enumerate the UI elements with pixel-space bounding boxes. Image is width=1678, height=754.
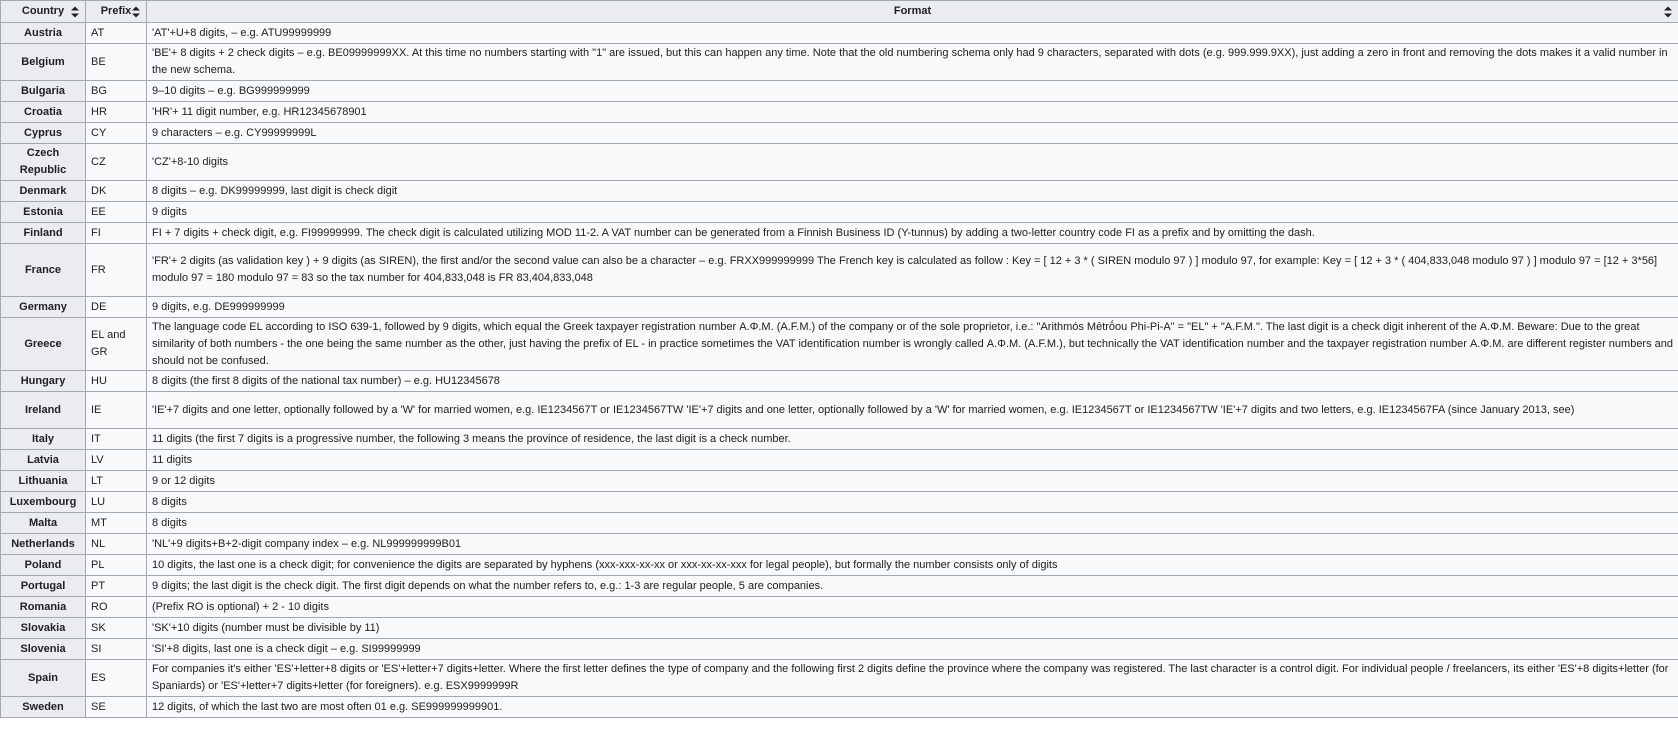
prefix-cell: IE <box>86 392 147 429</box>
column-header-label: Prefix <box>100 5 132 17</box>
country-cell: Hungary <box>1 371 86 392</box>
table-header-row <box>1 1 1678 23</box>
format-cell: 9 digits <box>147 202 1678 223</box>
prefix-cell: BE <box>86 44 147 81</box>
prefix-cell: AT <box>86 23 147 44</box>
format-cell: 11 digits (the first 7 digits is a progressive number, the following 3 means the province of residence, the last digit is a check number. <box>147 429 1678 450</box>
format-cell: 'SK'+10 digits (number must be divisible by 11) <box>147 618 1678 639</box>
country-cell: Spain <box>1 660 86 697</box>
prefix-cell: CZ <box>86 144 147 181</box>
table-row <box>1 223 1678 244</box>
table-row <box>1 81 1678 102</box>
prefix-cell: HU <box>86 371 147 392</box>
country-cell: Finland <box>1 223 86 244</box>
prefix-cell: LT <box>86 471 147 492</box>
column-header-country[interactable] <box>1 1 86 23</box>
format-cell: 9 digits; the last digit is the check digit. The first digit depends on what the number refers to, e.g.: 1-3 are regular people, 5 are companies. <box>147 576 1678 597</box>
format-cell: 8 digits (the first 8 digits of the national tax number) – e.g. HU12345678 <box>147 371 1678 392</box>
format-cell: 'AT'+U+8 digits, – e.g. ATU99999999 <box>147 23 1678 44</box>
country-cell: Luxembourg <box>1 492 86 513</box>
country-cell: Greece <box>1 318 86 371</box>
format-cell: 9 characters – e.g. CY99999999L <box>147 123 1678 144</box>
format-cell: 10 digits, the last one is a check digit; for convenience the digits are separated by hyphens (xxx-xxx-xx-xx or xxx-xx-xx-xxx for legal people), but formally the number consists only of digits <box>147 555 1678 576</box>
table-row <box>1 597 1678 618</box>
table-row <box>1 102 1678 123</box>
country-cell: Slovenia <box>1 639 86 660</box>
sort-icon[interactable] <box>71 6 79 17</box>
table-row <box>1 202 1678 223</box>
prefix-cell: FR <box>86 244 147 297</box>
prefix-cell: IT <box>86 429 147 450</box>
country-cell: Slovakia <box>1 618 86 639</box>
table-row <box>1 23 1678 44</box>
table-row <box>1 371 1678 392</box>
prefix-cell: SK <box>86 618 147 639</box>
country-cell: Austria <box>1 23 86 44</box>
country-cell: Poland <box>1 555 86 576</box>
table-row <box>1 471 1678 492</box>
format-cell: 8 digits <box>147 513 1678 534</box>
prefix-cell: ES <box>86 660 147 697</box>
table-row <box>1 555 1678 576</box>
prefix-cell: MT <box>86 513 147 534</box>
table-row <box>1 513 1678 534</box>
format-cell: 11 digits <box>147 450 1678 471</box>
country-cell: Sweden <box>1 697 86 718</box>
format-cell: 'CZ'+8-10 digits <box>147 144 1678 181</box>
country-cell: Bulgaria <box>1 81 86 102</box>
table-row <box>1 181 1678 202</box>
prefix-cell: LV <box>86 450 147 471</box>
country-cell: Portugal <box>1 576 86 597</box>
prefix-cell: PT <box>86 576 147 597</box>
prefix-cell: RO <box>86 597 147 618</box>
format-cell: 12 digits, of which the last two are most often 01 e.g. SE999999999901. <box>147 697 1678 718</box>
country-cell: Denmark <box>1 181 86 202</box>
table-row <box>1 318 1678 371</box>
country-cell: Belgium <box>1 44 86 81</box>
column-header-format[interactable] <box>147 1 1678 23</box>
format-cell: The language code EL according to ISO 639-1, followed by 9 digits, which equal the Greek taxpayer registration number Α.Φ.Μ. (A.F.M.) of the company or of the sole proprietor, i.e.: "Arithmós Mētrṓou Phi-Pi-A" = "EL" + "A.F.M.". The last digit is a check digit inherent of the Α.Φ.Μ. Beware: Due to the great similarity of both numbers - the one being the same number as the other, just having the prefix of EL - in practice sometimes the VAT identification number is wrongly called Α.Φ.Μ. (A.F.M.), but technically the VAT identification number and the taxpayer registration number Α.Φ.Μ. are different register numbers and should not be confused. <box>147 318 1678 371</box>
country-cell: Malta <box>1 513 86 534</box>
prefix-cell: HR <box>86 102 147 123</box>
prefix-cell: EL and GR <box>86 318 147 371</box>
table-row <box>1 144 1678 181</box>
table-row <box>1 697 1678 718</box>
table-row <box>1 297 1678 318</box>
table-row <box>1 639 1678 660</box>
country-cell: Netherlands <box>1 534 86 555</box>
country-cell: Ireland <box>1 392 86 429</box>
prefix-cell: SE <box>86 697 147 718</box>
table-row <box>1 492 1678 513</box>
country-cell: Latvia <box>1 450 86 471</box>
table-row <box>1 576 1678 597</box>
sort-icon[interactable] <box>132 6 140 17</box>
table-row <box>1 534 1678 555</box>
format-cell: 8 digits – e.g. DK99999999, last digit is check digit <box>147 181 1678 202</box>
prefix-cell: DK <box>86 181 147 202</box>
prefix-cell: PL <box>86 555 147 576</box>
prefix-cell: LU <box>86 492 147 513</box>
country-cell: Estonia <box>1 202 86 223</box>
country-cell: Cyprus <box>1 123 86 144</box>
format-cell: FI + 7 digits + check digit, e.g. FI99999999. The check digit is calculated utilizing MOD 11-2. A VAT number can be generated from a Finnish Business ID (Y-tunnus) by adding a two-letter country code FI as a prefix and by omitting the dash. <box>147 223 1678 244</box>
format-cell: 9 or 12 digits <box>147 471 1678 492</box>
prefix-cell: DE <box>86 297 147 318</box>
column-header-prefix[interactable] <box>86 1 147 23</box>
table-row <box>1 123 1678 144</box>
format-cell: 'NL'+9 digits+B+2-digit company index – e.g. NL999999999B01 <box>147 534 1678 555</box>
format-cell: 'SI'+8 digits, last one is a check digit – e.g. SI99999999 <box>147 639 1678 660</box>
prefix-cell: EE <box>86 202 147 223</box>
format-cell: 'HR'+ 11 digit number, e.g. HR12345678901 <box>147 102 1678 123</box>
sort-icon[interactable] <box>1664 6 1672 17</box>
format-cell: 'IE'+7 digits and one letter, optionally followed by a 'W' for married women, e.g. IE1234567T or IE1234567TW 'IE'+7 digits and one letter, optionally followed by a 'W' for married women, e.g. IE1234567T or IE1234567TW 'IE'+7 digits and two letters, e.g. IE1234567FA (since January 2013, see) <box>147 392 1678 429</box>
country-cell: Germany <box>1 297 86 318</box>
country-cell: Lithuania <box>1 471 86 492</box>
prefix-cell: SI <box>86 639 147 660</box>
prefix-cell: NL <box>86 534 147 555</box>
format-cell: For companies it's either 'ES'+letter+8 digits or 'ES'+letter+7 digits+letter. Where the first letter defines the type of company and the following first 2 digits define the province where the company was registered. The last character is a control digit. For individual people / freelancers, its either 'ES'+8 digits+letter (for Spaniards) or 'ES'+letter+7 digits+letter (for foreigners). e.g. ESX9999999R <box>147 660 1678 697</box>
column-header-label: Country <box>21 5 65 17</box>
format-cell: 'FR'+ 2 digits (as validation key ) + 9 digits (as SIREN), the first and/or the second value can also be a character – e.g. FRXX999999999 The French key is calculated as follow : Key = [ 12 + 3 * ( SIREN modulo 97 ) ] modulo 97, for example: Key = [ 12 + 3 * ( 404,833,048 modulo 97 ) ] modulo 97 = [12 + 3*56] modulo 97 = 180 modulo 97 = 83 so the tax number for 404,833,048 is FR 83,404,833,048 <box>147 244 1678 297</box>
format-cell: 8 digits <box>147 492 1678 513</box>
table-row <box>1 392 1678 429</box>
country-cell: Croatia <box>1 102 86 123</box>
country-cell: Czech Republic <box>1 144 86 181</box>
table-row <box>1 450 1678 471</box>
table-row <box>1 660 1678 697</box>
country-cell: Romania <box>1 597 86 618</box>
table-row <box>1 244 1678 297</box>
prefix-cell: BG <box>86 81 147 102</box>
table-row <box>1 429 1678 450</box>
format-cell: 9–10 digits – e.g. BG999999999 <box>147 81 1678 102</box>
country-cell: France <box>1 244 86 297</box>
table-row <box>1 618 1678 639</box>
column-header-label: Format <box>893 5 932 17</box>
format-cell: (Prefix RO is optional) + 2 - 10 digits <box>147 597 1678 618</box>
prefix-cell: CY <box>86 123 147 144</box>
prefix-cell: FI <box>86 223 147 244</box>
country-cell: Italy <box>1 429 86 450</box>
format-cell: 'BE'+ 8 digits + 2 check digits – e.g. BE09999999XX. At this time no numbers starting with "1" are issued, but this can happen any time. Note that the old numbering schema only had 9 characters, separated with dots (e.g. 999.999.9XX), just adding a zero in front and removing the dots makes it a valid number in the new schema. <box>147 44 1678 81</box>
table-row <box>1 44 1678 81</box>
format-cell: 9 digits, e.g. DE999999999 <box>147 297 1678 318</box>
